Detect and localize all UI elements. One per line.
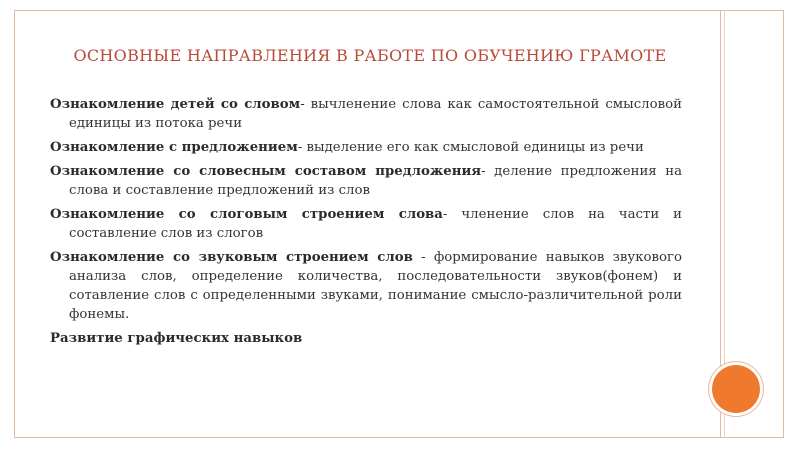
slide-content — [50, 95, 682, 353]
item-text: - вычленение слова как самостоятельной смысловой единицы из потока речи — [69, 97, 682, 131]
item-text: - формирование навыков звукового анализа слов, определение количества, последовательности звуков(фонем) и сотавление слов с определенными звуками, понимание смысло-различительной роли фонемы. — [69, 250, 682, 322]
list-item — [50, 162, 682, 200]
decorative-orange-circle — [712, 365, 760, 413]
item-heading: Развитие графических навыков — [50, 331, 303, 346]
slide-title: ОСНОВНЫЕ НАПРАВЛЕНИЯ В РАБОТЕ ПО ОБУЧЕНИЮ ГРАМОТЕ — [73, 46, 667, 65]
item-heading: Ознакомление со звуковым строением слов — [50, 250, 413, 265]
list-item — [50, 248, 682, 324]
item-heading: Ознакомление со словесным составом предложения — [50, 164, 482, 179]
item-text: - деление предложения на слова и составление предложений из слов — [69, 164, 682, 198]
item-text: - членение слов на части и составление слов из слогов — [69, 207, 682, 241]
list-item — [50, 138, 682, 157]
item-heading: Ознакомление с предложением — [50, 140, 298, 155]
item-heading: Ознакомление со слоговым строением слова — [50, 207, 443, 222]
item-heading: Ознакомление детей со словом — [50, 97, 301, 112]
list-item — [50, 205, 682, 243]
list-item — [50, 95, 682, 133]
item-text: - выделение его как смысловой единицы из речи — [297, 140, 644, 155]
list-item — [50, 329, 682, 348]
